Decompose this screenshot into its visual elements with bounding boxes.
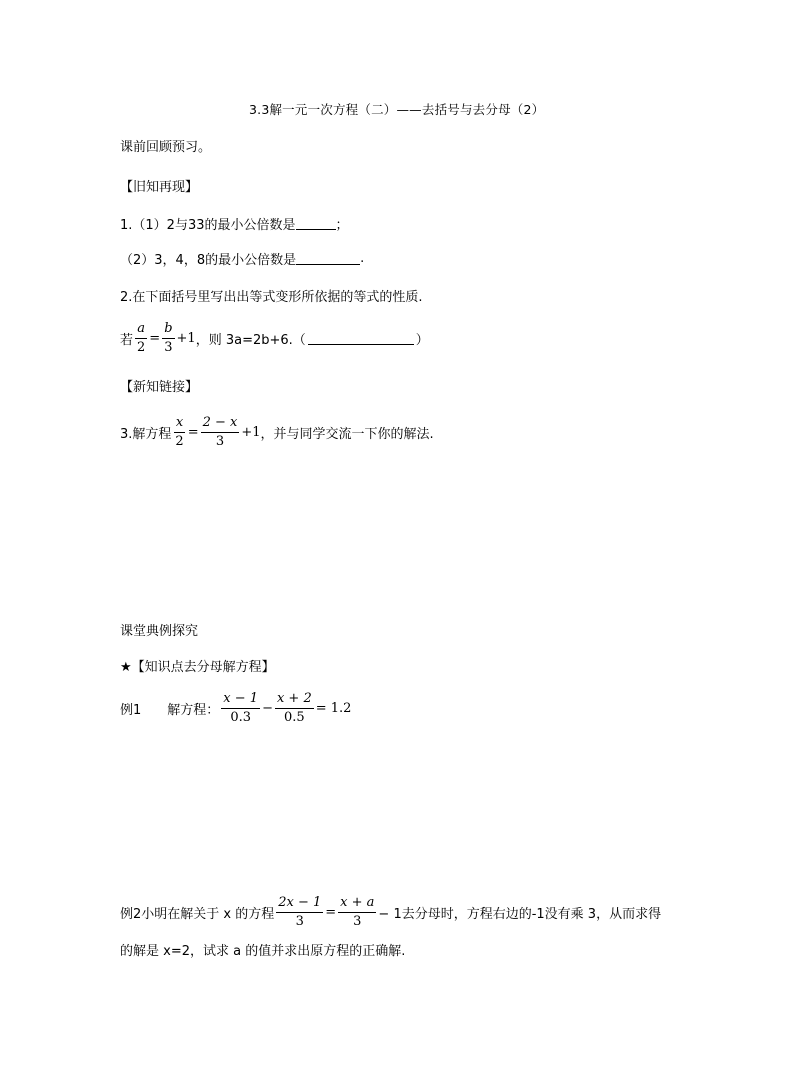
- equals-sign: =: [187, 425, 199, 440]
- example-1-prefix: 解方程：: [167, 703, 220, 718]
- q2-then: ，则 3a=2b+6.（: [195, 333, 306, 348]
- fraction-numerator: 2x − 1: [278, 895, 322, 910]
- fraction-a-over-2: [135, 320, 147, 357]
- fraction-numerator: x + a: [340, 895, 375, 910]
- example-2-prefix: 例2小明在解关于 x 的方程: [120, 907, 275, 922]
- fraction-x-plus-2-over-0.5: [275, 690, 314, 727]
- fraction-denominator: 2: [137, 340, 146, 355]
- fraction-x-minus-1-over-0.3: [221, 690, 260, 727]
- question-1-part-1: [120, 214, 349, 233]
- page-title: 3.3解一元一次方程（二）——去括号与去分母（2）: [249, 102, 545, 117]
- example-1-label: 例1: [120, 703, 142, 718]
- fraction-denominator: 3: [353, 914, 362, 929]
- fraction-denominator: 3: [164, 340, 173, 355]
- fraction-2-minus-x-over-3: [201, 414, 240, 451]
- q1-part2-text: （2）3，4，8的最小公倍数是: [120, 253, 297, 268]
- q1-part2-suffix: .: [360, 251, 365, 266]
- fraction-numerator: x + 2: [276, 691, 312, 706]
- fraction-denominator: 0.5: [284, 710, 305, 725]
- answer-blank: [296, 252, 360, 265]
- knowledge-point-heading: ★【知识点去分母解方程】: [120, 660, 275, 675]
- equals-sign: =: [325, 905, 337, 920]
- q2-close: ）: [415, 333, 429, 348]
- fraction-2x-minus-1-over-3: [276, 894, 323, 931]
- fraction-b-over-3: [162, 320, 174, 357]
- fraction-x-plus-a-over-3: [338, 894, 376, 931]
- q1-part1-text: 1.（1）2与33的最小公倍数是: [120, 218, 296, 233]
- answer-blank: [296, 217, 336, 230]
- plus-one: +1: [176, 331, 196, 346]
- question-2-equation: [120, 320, 429, 357]
- fraction-numerator: a: [137, 321, 146, 336]
- example-1-rhs: = 1.2: [315, 701, 352, 716]
- old-knowledge-heading: 【旧知再现】: [120, 180, 199, 195]
- example-2-line-1: [120, 894, 661, 931]
- fraction-denominator: 0.3: [230, 710, 252, 725]
- fraction-denominator: 3: [295, 914, 304, 929]
- fraction-numerator: b: [164, 321, 173, 336]
- fraction-x-over-2: [173, 414, 185, 451]
- minus-sign: −: [262, 701, 273, 716]
- q2-ruo: 若: [120, 333, 134, 348]
- example-2-line-2: 的解是 x=2，试求 a 的值并求出原方程的正确解.: [120, 944, 406, 959]
- fraction-numerator: x − 1: [223, 691, 259, 706]
- q3-suffix: ，并与同学交流一下你的解法.: [260, 427, 434, 442]
- fraction-numerator: 2 − x: [202, 415, 238, 430]
- fraction-numerator: x: [175, 415, 184, 430]
- plus-one: +1: [241, 425, 261, 440]
- q3-prefix: 3.解方程: [120, 427, 172, 442]
- question-2-text: 2.在下面括号里写出出等式变形所依据的等式的性质.: [120, 290, 423, 305]
- q1-part1-suffix: ；: [335, 218, 349, 233]
- fraction-denominator: 2: [175, 434, 184, 449]
- class-heading: 课堂典例探究: [120, 624, 199, 639]
- example-2-after: − 1去分母时，方程右边的-1没有乘 3，从而求得: [378, 907, 662, 922]
- answer-blank: [308, 332, 414, 345]
- example-1: [120, 690, 351, 727]
- new-knowledge-heading: 【新知链接】: [120, 380, 199, 395]
- question-1-part-2: [120, 249, 364, 268]
- preview-heading: 课前回顾预习。: [120, 140, 212, 155]
- equals-sign: =: [149, 331, 161, 346]
- question-3: [120, 414, 434, 451]
- fraction-denominator: 3: [215, 434, 225, 449]
